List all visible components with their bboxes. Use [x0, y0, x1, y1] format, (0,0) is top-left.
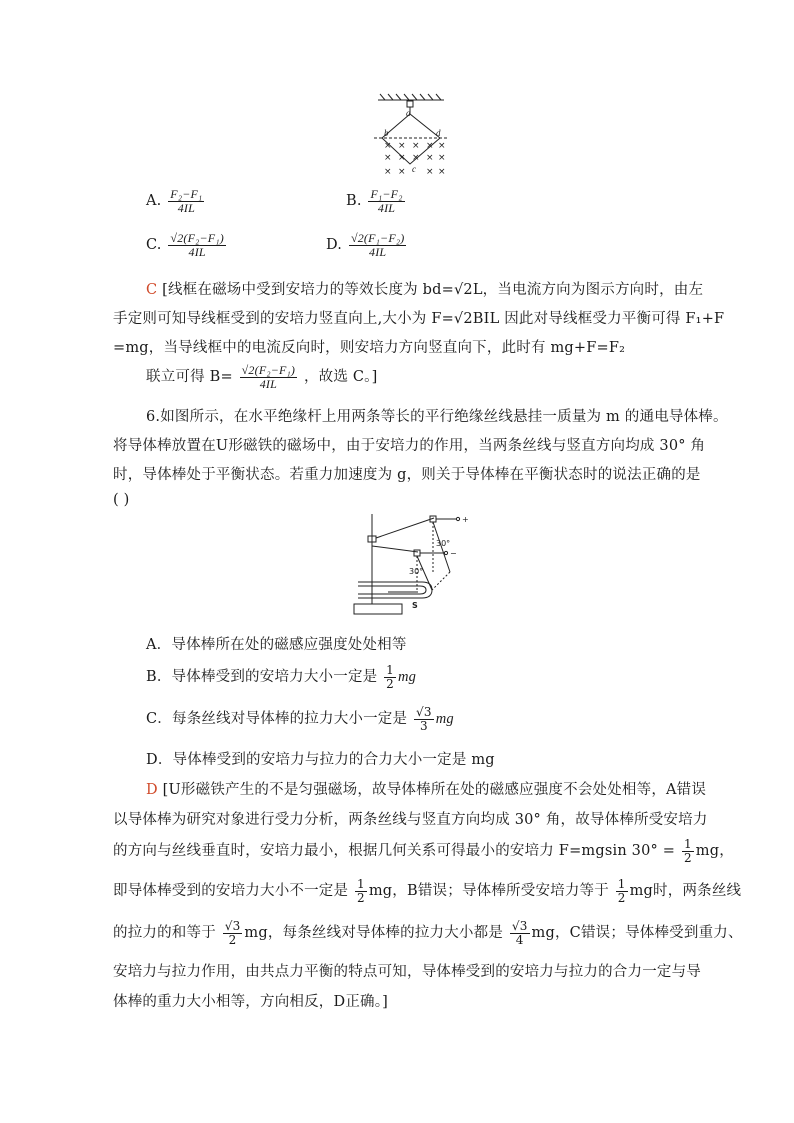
label-c: c — [412, 164, 416, 174]
q6-explanation-line-3: 的方向与丝线垂直时，安培力最小，根据几何关系可得最小的安培力 F=mgsin 30° = $\frac{1}{2}$ mg， — [113, 837, 734, 865]
svg-text:×: × — [426, 167, 434, 177]
q6-figure — [352, 512, 476, 620]
rod-upper — [376, 518, 434, 538]
q6-option-b: B．导体棒受到的安培力大小一定是 $\frac{1}{2}$ mg — [146, 663, 417, 691]
ceiling — [378, 94, 444, 100]
u-magnet — [358, 582, 432, 598]
svg-text:×: × — [412, 141, 420, 151]
q6-stem-line-1: 6.如图所示，在水平绝缘杆上用两条等长的平行绝缘丝线悬挂一质量为 m 的通电导体棒。 — [146, 409, 728, 425]
label-d: d — [436, 128, 441, 138]
q6-answer-letter: D — [146, 782, 158, 798]
q5-option-d: D. $\frac{\text{√2(F₁−F₂)}}{4IL}$ — [326, 231, 405, 259]
svg-text:×: × — [412, 153, 420, 163]
q6-stem-line-2: 将导体棒放置在U形磁铁的磁场中，由于安培力的作用，当两条丝线与竖直方向均成 30° 角 — [113, 438, 706, 454]
label-a: a — [406, 108, 411, 118]
q5-option-c: C. $\frac{\text{√2(F₂−F₁)}}{4IL}$ — [146, 231, 224, 259]
svg-text:×: × — [398, 153, 406, 163]
angle-label-2: 30° — [409, 567, 424, 576]
q6-explanation-line-4: 即导体棒受到的安培力大小不一定是 $\frac{1}{2}$ mg，B错误；导体棒所受安培力等于 $\frac{1}{2}$ mg时，两条丝线 — [113, 877, 742, 905]
q5-answer-letter: C — [146, 282, 158, 298]
q6-explanation-line-7: 体棒的重力大小相等，方向相反，D正确。] — [113, 994, 389, 1010]
q5-figure — [370, 92, 460, 180]
q6-option-c: C．每条丝线对导体棒的拉力大小一定是 $\frac{√3}{3}$ mg — [146, 705, 454, 733]
q6-stem-line-4: ( ) — [113, 492, 130, 508]
q6-explanation-line-2: 以导体棒为研究对象进行受力分析，两条丝线与竖直方向均成 30° 角，故导体棒所受安培力 — [113, 812, 708, 828]
q5-explanation-line-4: 联立可得 B= $\frac{\text{√2(F₂−F₁)}}{4IL}$ ，故选 C。] — [146, 363, 378, 391]
q6-option-d: D．导体棒受到的安培力与拉力的合力大小一定是 mg — [146, 752, 495, 768]
pole-label: S — [412, 601, 418, 610]
plus-terminal: + — [462, 515, 469, 524]
svg-text:×: × — [438, 141, 446, 151]
label-b: b — [384, 128, 389, 138]
q5-explanation-line-2: 手定则可知导线框受到的安培力竖直向上,大小为 F=√2BIL 因此对导线框受力平衡可得 F₁+F — [113, 311, 725, 327]
q6-explanation-line-1: D [U形磁铁产生的不是匀强磁场，故导体棒所在处的磁感应强度不会处处相等，A错误 — [146, 782, 707, 798]
svg-text:×: × — [438, 167, 446, 177]
q5-option-a: A. $\frac{\text{F₂−F₁}}{4IL}$ — [146, 187, 203, 215]
svg-text:×: × — [426, 153, 434, 163]
minus-terminal: − — [450, 549, 457, 558]
svg-text:×: × — [398, 141, 406, 151]
q5-option-b: B. $\frac{\text{F₁−F₂}}{4IL}$ — [346, 187, 403, 215]
q6-option-a: A．导体棒所在处的磁感应强度处处相等 — [146, 637, 407, 653]
q6-explanation-line-6: 安培力与拉力作用，由共点力平衡的特点可知，导体棒受到的安培力与拉力的合力一定与导 — [113, 964, 701, 980]
svg-text:×: × — [426, 141, 434, 151]
q5-explanation-line-3: =mg，当导线框中的电流反向时，则安培力方向竖直向下，此时有 mg+F=F₂ — [113, 340, 626, 356]
svg-text:×: × — [384, 141, 392, 151]
svg-text:×: × — [384, 167, 392, 177]
svg-text:×: × — [384, 153, 392, 163]
svg-text:×: × — [398, 167, 406, 177]
q6-explanation-line-5: 的拉力的和等于 $\frac{√3}{2}$ mg，每条丝线对导体棒的拉力大小都是 $\frac{√3}{4}$ mg，C错误；导体棒受到重力、 — [113, 919, 743, 947]
base — [354, 604, 402, 614]
angle-label-1: 30° — [436, 539, 451, 548]
svg-text:×: × — [438, 153, 446, 163]
q5-explanation-line-1: C [线框在磁场中受到安培力的等效长度为 bd=√2L，当电流方向为图示方向时，由左 — [146, 282, 704, 298]
q6-stem-line-3: 时，导体棒处于平衡状态。若重力加速度为 g，则关于导体棒在平衡状态时的说法正确的是 — [113, 467, 701, 483]
spring-balance — [407, 101, 413, 107]
